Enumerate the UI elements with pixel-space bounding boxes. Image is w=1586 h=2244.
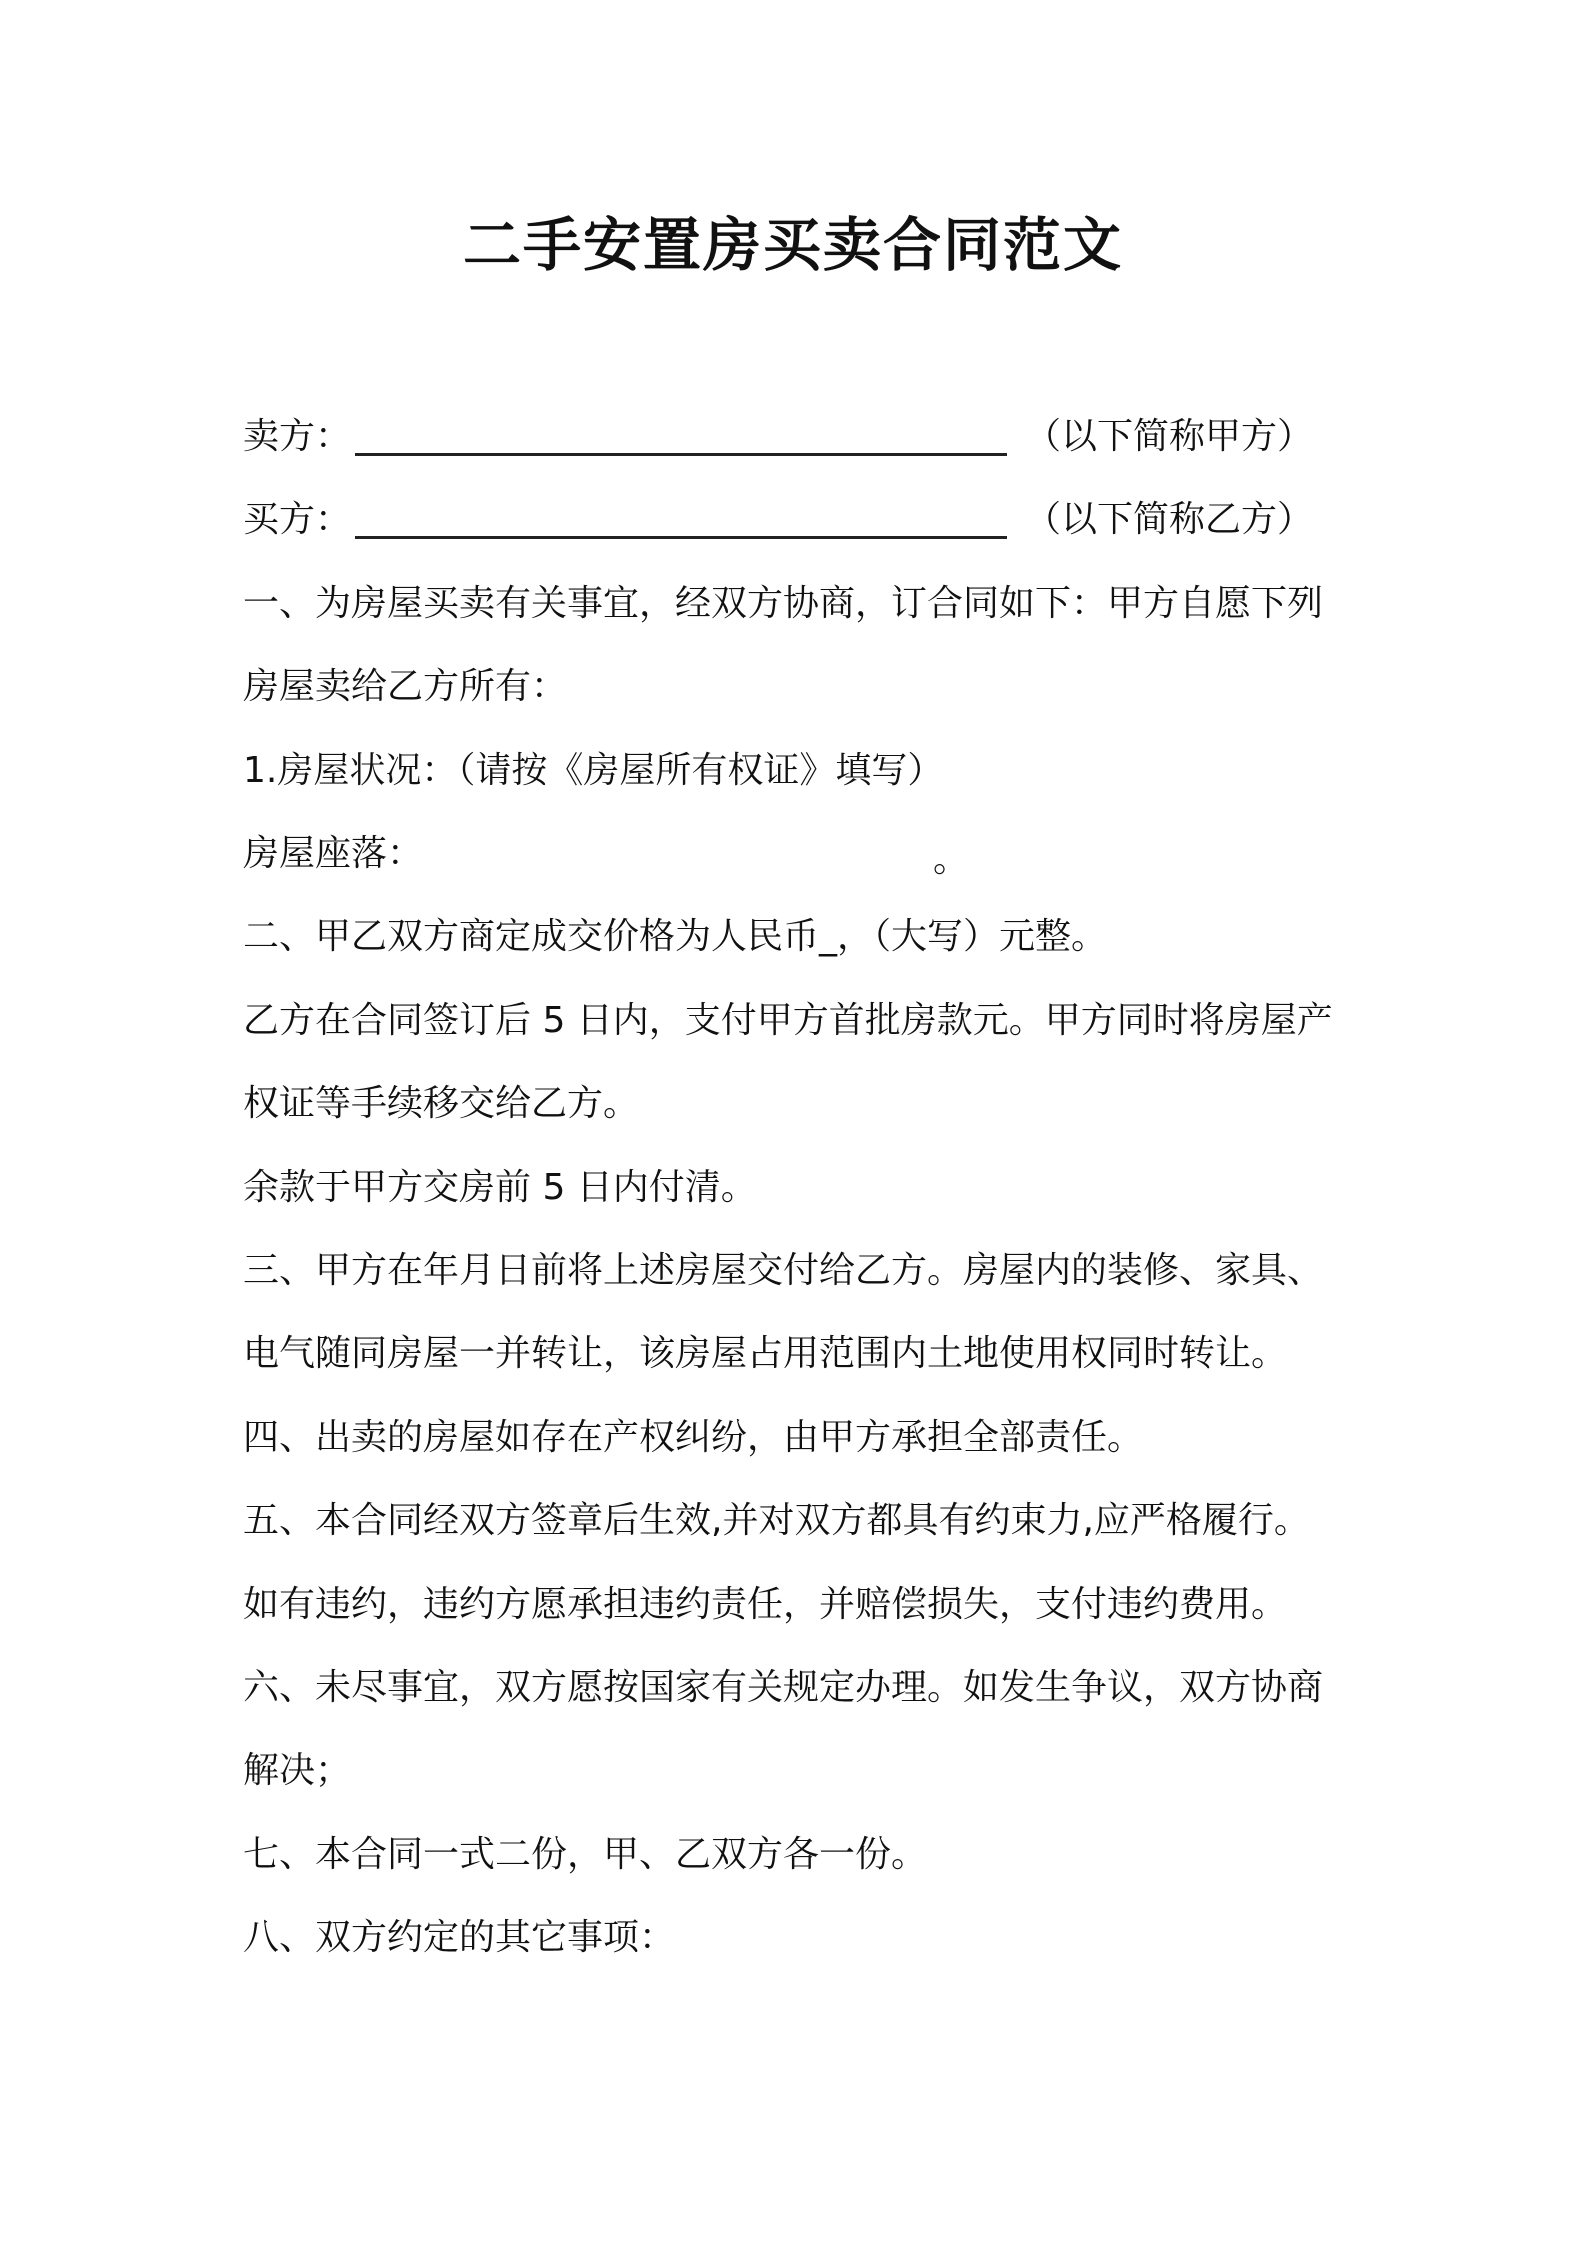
clause-line: 四、出卖的房屋如存在产权纠纷，由甲方承担全部责任。 <box>243 1417 1144 1458</box>
clause-line: 解决； <box>243 1750 352 1791</box>
clause-line: 三、甲方在年月日前将上述房屋交付给乙方。房屋内的装修、家具、 <box>243 1250 1324 1291</box>
buyer-line <box>243 492 1314 548</box>
clause-line: 权证等手续移交给乙方。 <box>243 1083 640 1124</box>
clause-line: 八、双方约定的其它事项： <box>243 1917 676 1958</box>
location-label: 房屋座落： <box>243 833 424 874</box>
clause-line: 一、为房屋买卖有关事宜，经双方协商，订合同如下：甲方自愿下列 <box>243 583 1324 624</box>
clause-line: 五、本合同经双方签章后生效,并对双方都具有约束力,应严格履行。 <box>243 1500 1310 1541</box>
clause-line: 1.房屋状况：（请按《房屋所有权证》填写） <box>243 750 944 791</box>
buyer-label: 买方： <box>243 499 352 540</box>
clause-line: 七、本合同一式二份，甲、乙双方各一份。 <box>243 1834 928 1875</box>
seller-name-blank <box>355 453 1007 456</box>
location-end-mark: 。 <box>933 839 970 880</box>
clause-line: 二、甲乙双方商定成交价格为人民币_，（大写）元整。 <box>243 916 1108 957</box>
buyer-note: （以下简称乙方） <box>1025 499 1314 540</box>
clause-line: 如有违约，违约方愿承担违约责任，并赔偿损失，支付违约费用。 <box>243 1584 1288 1625</box>
clause-line: 余款于甲方交房前 5 日内付清。 <box>243 1167 757 1208</box>
document-title: 二手安置房买卖合同范文 <box>462 211 1123 279</box>
location-line <box>243 826 970 882</box>
seller-note: （以下简称甲方） <box>1025 416 1314 457</box>
clause-line: 房屋卖给乙方所有： <box>243 666 568 707</box>
clause-line: 六、未尽事宜，双方愿按国家有关规定办理。如发生争议，双方协商 <box>243 1667 1324 1708</box>
seller-line <box>243 409 1314 465</box>
clause-line: 电气随同房屋一并转让，该房屋占用范围内土地使用权同时转让。 <box>243 1333 1288 1374</box>
clause-line: 乙方在合同签订后 5 日内，支付甲方首批房款元。甲方同时将房屋产 <box>243 1000 1333 1041</box>
buyer-name-blank <box>355 536 1007 539</box>
seller-label: 卖方： <box>243 416 352 457</box>
